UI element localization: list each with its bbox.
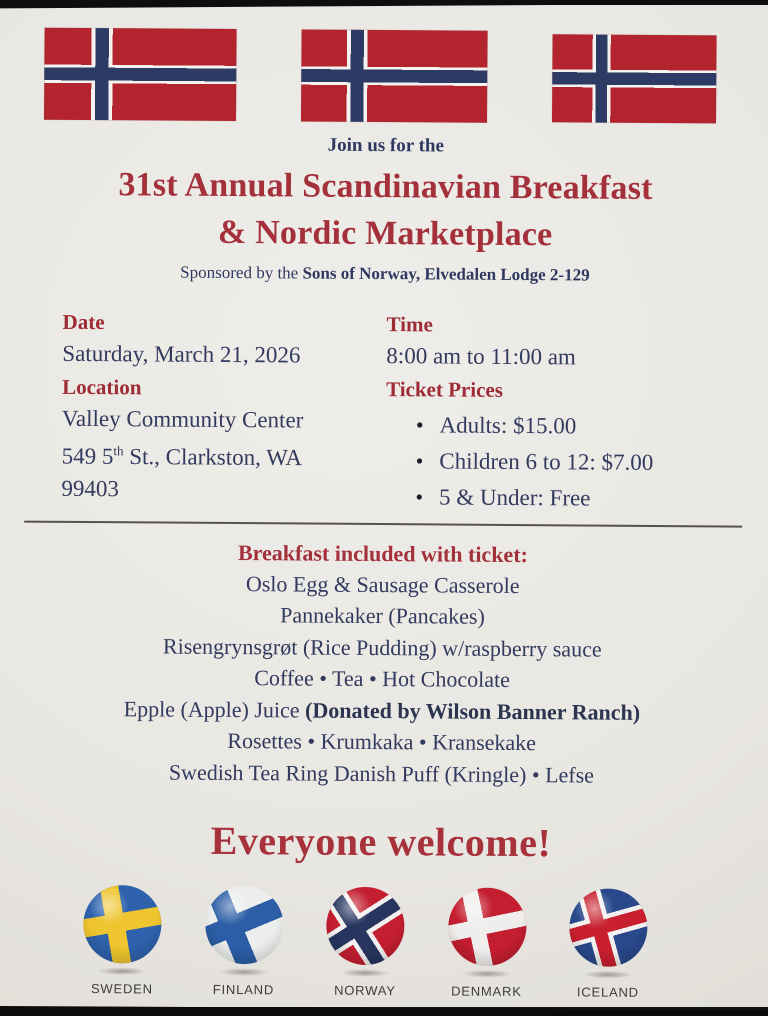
norwegian-flag-icon bbox=[301, 29, 488, 122]
price-list bbox=[385, 407, 768, 518]
section-divider bbox=[24, 520, 742, 527]
country-sweden bbox=[66, 885, 179, 997]
price-item-under5: • 5 & Under: Free bbox=[385, 479, 767, 518]
ball-shadow bbox=[334, 968, 396, 978]
welcome-banner: Everyone welcome! bbox=[210, 817, 552, 866]
kicker-text: Join us for the bbox=[327, 134, 445, 157]
menu-item: Rosettes • Krumkaka • Kransekake bbox=[227, 727, 537, 756]
ball-shadow bbox=[91, 966, 153, 976]
menu-item-donation-note: (Donated by Wilson Banner Ranch) bbox=[305, 697, 641, 725]
time-value: 8:00 am to 11:00 am bbox=[386, 343, 576, 370]
country-label: ICELAND bbox=[576, 984, 639, 1000]
menu-heading: Breakfast included with ticket: bbox=[237, 539, 528, 567]
price-item-children: • Children 6 to 12: $7.00 bbox=[385, 443, 767, 482]
country-finland bbox=[187, 886, 300, 998]
menu-item: Coffee • Tea • Hot Chocolate bbox=[254, 665, 510, 692]
bullet-icon: • bbox=[415, 447, 424, 473]
country-label: SWEDEN bbox=[90, 981, 153, 997]
ticket-prices-label: Ticket Prices bbox=[386, 376, 504, 402]
norwegian-flag-icon bbox=[552, 34, 717, 123]
menu-item: Pannekaker (Pancakes) bbox=[280, 602, 485, 629]
country-label: DENMARK bbox=[451, 983, 522, 1000]
sponsored-prefix: Sponsored by the bbox=[180, 262, 303, 283]
location-name: Valley Community Center bbox=[61, 405, 304, 433]
location-address: 549 5th St., Clarkston, WA bbox=[61, 443, 303, 471]
country-norway bbox=[309, 887, 422, 999]
menu-item: Epple (Apple) Juice (Donated by Wilson Banner Ranch) bbox=[123, 695, 641, 725]
price-item-adults: • Adults: $15.00 bbox=[386, 407, 768, 446]
sponsored-org: Sons of Norway, Elvedalen Lodge 2-129 bbox=[302, 263, 590, 285]
ordinal-suffix: th bbox=[113, 443, 124, 459]
ball-shadow bbox=[213, 967, 275, 977]
info-left-column bbox=[61, 306, 386, 515]
info-right-column bbox=[385, 308, 768, 517]
country-balls-row bbox=[0, 884, 765, 1000]
sweden-flag-ball-icon bbox=[83, 885, 162, 964]
iceland-flag-ball-icon bbox=[569, 888, 648, 967]
denmark-flag-ball-icon bbox=[448, 888, 527, 967]
menu-list bbox=[0, 566, 767, 792]
norwegian-flag-icon bbox=[44, 28, 237, 121]
time-label: Time bbox=[386, 312, 433, 337]
title-line-1: 31st Annual Scandinavian Breakfast bbox=[118, 166, 653, 207]
bullet-icon: • bbox=[415, 411, 424, 437]
menu-item: Swedish Tea Ring Danish Puff (Kringle) • Lefse bbox=[168, 759, 595, 788]
ball-shadow bbox=[577, 969, 639, 979]
flags-row bbox=[2, 3, 768, 124]
date-value: Saturday, March 21, 2026 bbox=[62, 340, 301, 368]
ball-shadow bbox=[456, 969, 518, 979]
country-label: FINLAND bbox=[212, 981, 275, 998]
country-denmark bbox=[430, 887, 543, 999]
page-title bbox=[1, 160, 768, 259]
norway-flag-ball-icon bbox=[326, 887, 405, 966]
flyer-paper bbox=[0, 5, 768, 1007]
country-iceland bbox=[552, 888, 665, 1000]
menu-item: Oslo Egg & Sausage Casserole bbox=[245, 570, 520, 598]
bullet-icon: • bbox=[415, 483, 424, 509]
country-label: NORWAY bbox=[334, 982, 396, 999]
location-label: Location bbox=[62, 374, 142, 399]
date-label: Date bbox=[62, 309, 105, 335]
title-line-2: & Nordic Marketplace bbox=[217, 213, 553, 254]
finland-flag-ball-icon bbox=[205, 886, 284, 965]
menu-item: Risengrynsgrøt (Rice Pudding) w/raspberry sauce bbox=[162, 633, 602, 662]
event-info bbox=[0, 281, 768, 517]
location-zip: 99403 bbox=[61, 475, 120, 502]
